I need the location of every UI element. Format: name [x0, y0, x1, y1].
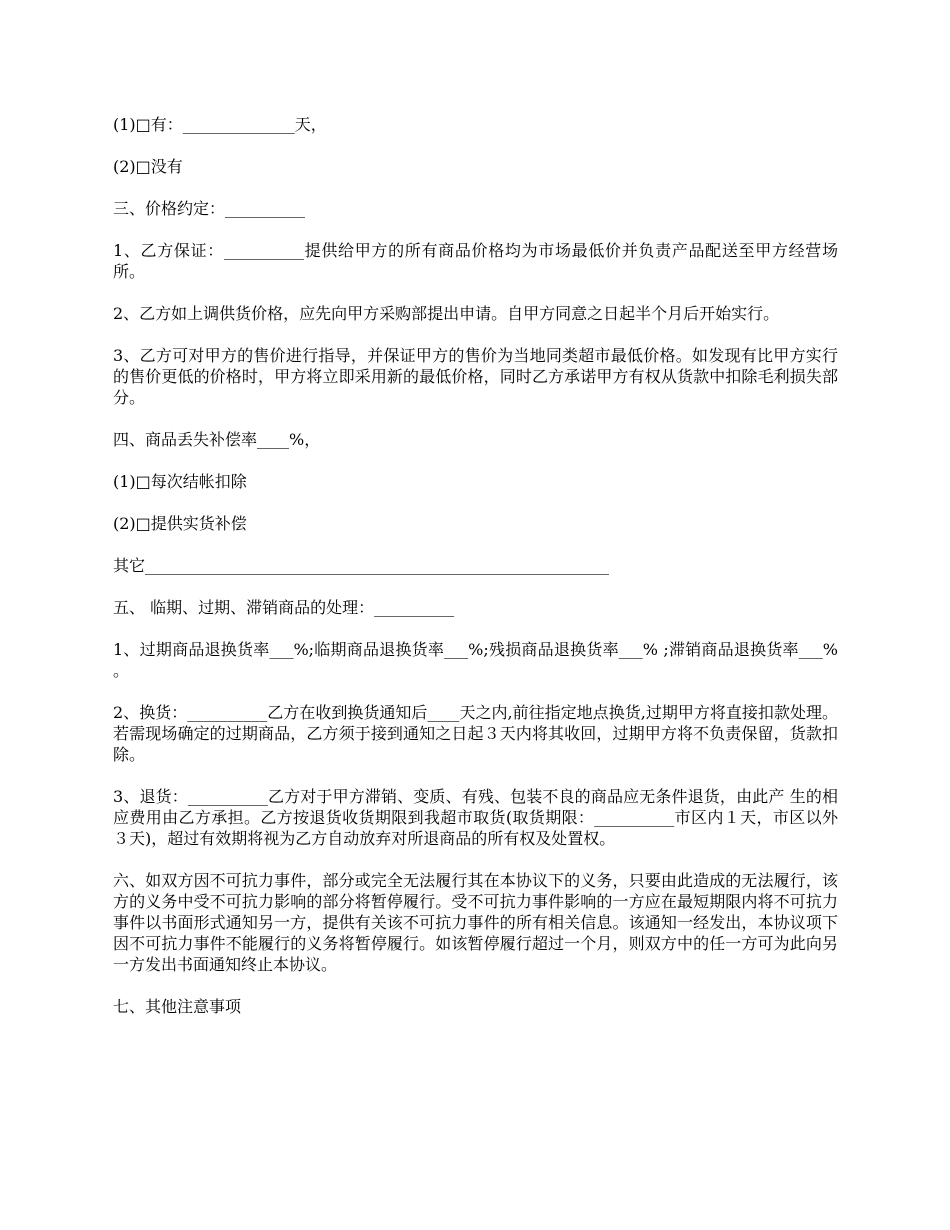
- section-heading-expired-goods: 五、 临期、过期、滞销商品的处理：__________: [113, 598, 455, 617]
- paragraph-option-no: (2)□没有: [113, 157, 183, 176]
- paragraph-option-goods: (2)□提供实货补偿: [113, 514, 247, 533]
- paragraph-price-increase: 2、乙方如上调供货价格，应先向甲方采购部提出申请。自甲方同意之日起半个月后开始实行。: [113, 304, 780, 323]
- paragraph-return: 3、退货：__________乙方对于甲方滞销、变质、有残、包装不良的商品应无条件退货，由此产 生的相应费用由乙方承担。乙方按退货收货期限到我超市取货(取货期限：__________市区内１天，市区以外３天)，超过有效期将视为乙方自动放弃对所退商品的所有权及处置权。: [113, 787, 838, 848]
- section-heading-price: 三、价格约定：__________: [113, 199, 306, 218]
- paragraph-price-guarantee: 1、乙方保证：__________提供给甲方的所有商品价格均为市场最低价并负责产品配送至甲方经营场所。: [113, 241, 838, 281]
- paragraph-price-guidance: 3、乙方可对甲方的售价进行指导，并保证甲方的售价为当地同类超市最低价格。如发现有比甲方实行的售价更低的价格时，甲方将立即采用新的最低价格，同时乙方承诺甲方有权从货款中扣除毛利损失部分。: [113, 346, 838, 407]
- paragraph-option-deduct: (1)□每次结帐扣除: [113, 472, 247, 491]
- section-heading-loss-compensation: 四、商品丢失补偿率____%，: [113, 430, 321, 449]
- document-page: [113, 114, 838, 1038]
- paragraph-option-yes-days: (1)□有：______________天，: [113, 115, 327, 134]
- paragraph-other: 其它__________________________________________________________: [113, 556, 610, 575]
- section-heading-other-notes: 七、其他注意事项: [113, 997, 242, 1016]
- paragraph-return-rates: 1、过期商品退换货率___%;临期商品退换货率___%;残损商品退换货率___% ;滞销商品退换货率___% 。: [113, 640, 838, 680]
- paragraph-exchange: 2、换货：__________乙方在收到换货通知后____天之内,前往指定地点换货,过期甲方将直接扣款处理。若需现场确定的过期商品，乙方须于接到通知之日起３天内将其收回，过期甲方将不负责保留，货款扣除。: [113, 703, 838, 764]
- paragraph-force-majeure: 六、如双方因不可抗力事件，部分或完全无法履行其在本协议下的义务，只要由此造成的无法履行，该方的义务中受不可抗力影响的部分将暂停履行。受不可抗力事件影响的一方应在最短期限内将不可抗力事件以书面形式通知另一方，提供有关该不可抗力事件的所有相关信息。该通知一经发出，本协议项下因不可抗力事件不能履行的义务将暂停履行。如该暂停履行超过一个月，则双方中的任一方可为此向另一方发出书面通知终止本协议。: [113, 871, 838, 974]
